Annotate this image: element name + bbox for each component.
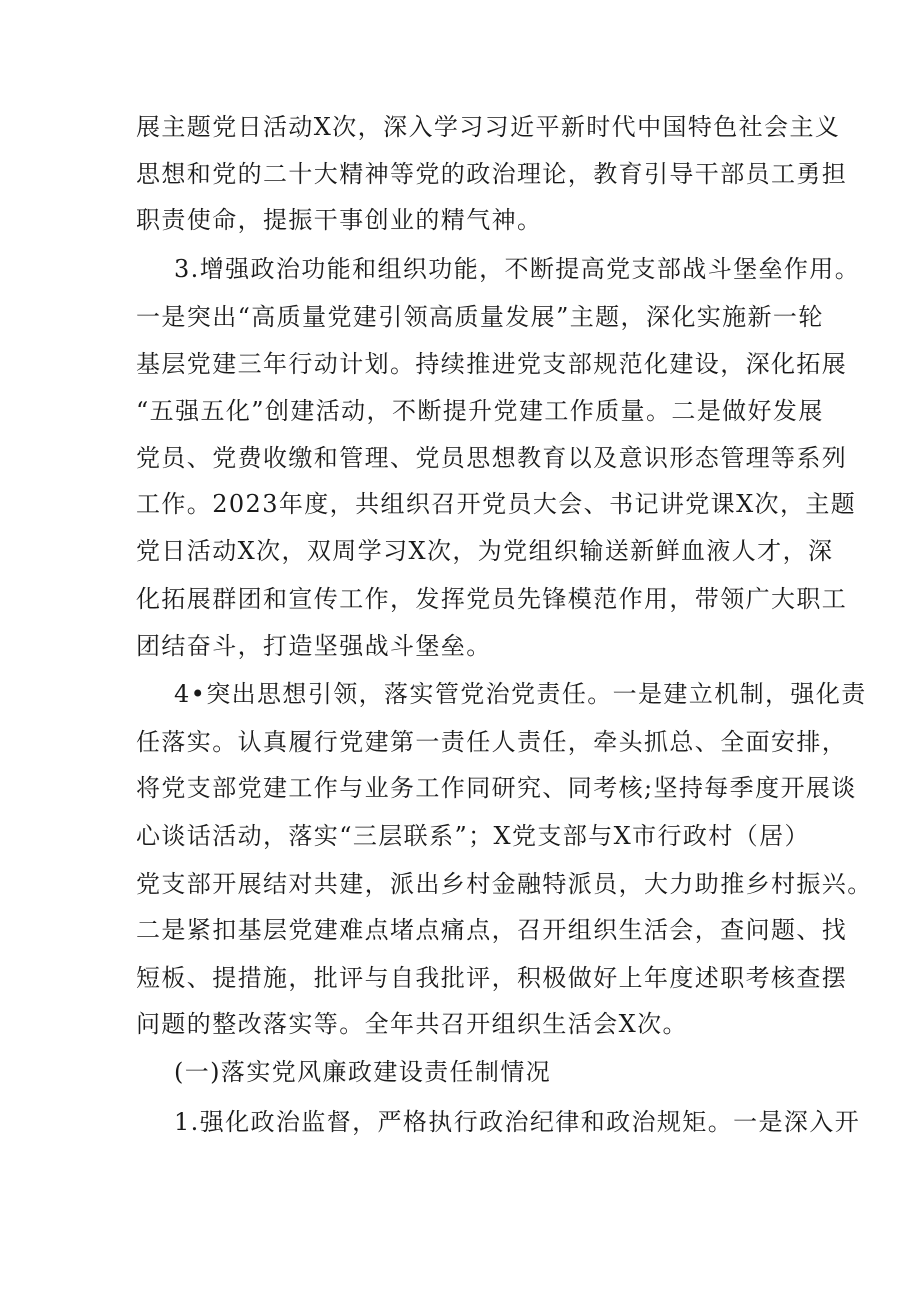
text-line: 展主题党日活动X次，深入学习习近平新时代中国特色社会主义 [136,113,841,141]
text-line: “五强五化”创建活动，不断提升党建工作质量。二是做好发展 [136,397,824,425]
text-line: 思想和党的二十大精神等党的政治理论，教育引导干部员工勇担 [136,160,848,188]
text-line: 化拓展群团和宣传工作，发挥党员先锋模范作用，带领广大职工 [136,585,848,613]
text-line: 短板、提措施，批评与自我批评，积极做好上年度述职考核查摆 [136,964,848,992]
text-line: 基层党建三年行动计划。持续推进党支部规范化建设，深化拓展 [136,350,848,378]
section-heading: (一)落实党风廉政建设责任制情况 [174,1058,552,1086]
text-line: 团结奋斗，打造坚强战斗堡垒。 [136,632,492,660]
text-line: 职责使命，提振干事创业的精气神。 [136,206,543,234]
text-line: 工作。2023年度，共组织召开党员大会、书记讲党课X次，主题 [136,490,857,518]
text-line: 任落实。认真履行党建第一责任人责任，牵头抓总、全面安排， [136,728,848,756]
text-line: 将党支部党建工作与业务工作同研究、同考核;坚持每季度开展谈 [136,774,857,802]
paragraph-3-first-line: 3.增强政治功能和组织功能，不断提高党支部战斗堡垒作用。 [174,255,861,283]
paragraph-4-first-line: 4•突出思想引领，落实管党治党责任。一是建立机制，强化责 [174,680,867,708]
text-line: 心谈话活动，落实“三层联系”；X党支部与X市行政村（居） [136,822,810,850]
text-line: 问题的整改落实等。全年共召开组织生活会X次。 [136,1010,688,1038]
text-line: 二是紧扣基层党建难点堵点痛点，召开组织生活会，查问题、找 [136,916,848,944]
text-line: 党支部开展结对共建，派出乡村金融特派员，大力助推乡村振兴。 [136,870,873,898]
text-line: 一是突出“高质量党建引领高质量发展”主题，深化实施新一轮 [136,303,824,331]
text-line: 党员、党费收缴和管理、党员思想教育以及意识形态管理等系列 [136,444,848,472]
paragraph-1-first-line: 1.强化政治监督，严格执行政治纪律和政治规矩。一是深入开 [174,1108,861,1136]
text-line: 党日活动X次，双周学习X次，为党组织输送新鲜血液人才，深 [136,537,834,565]
